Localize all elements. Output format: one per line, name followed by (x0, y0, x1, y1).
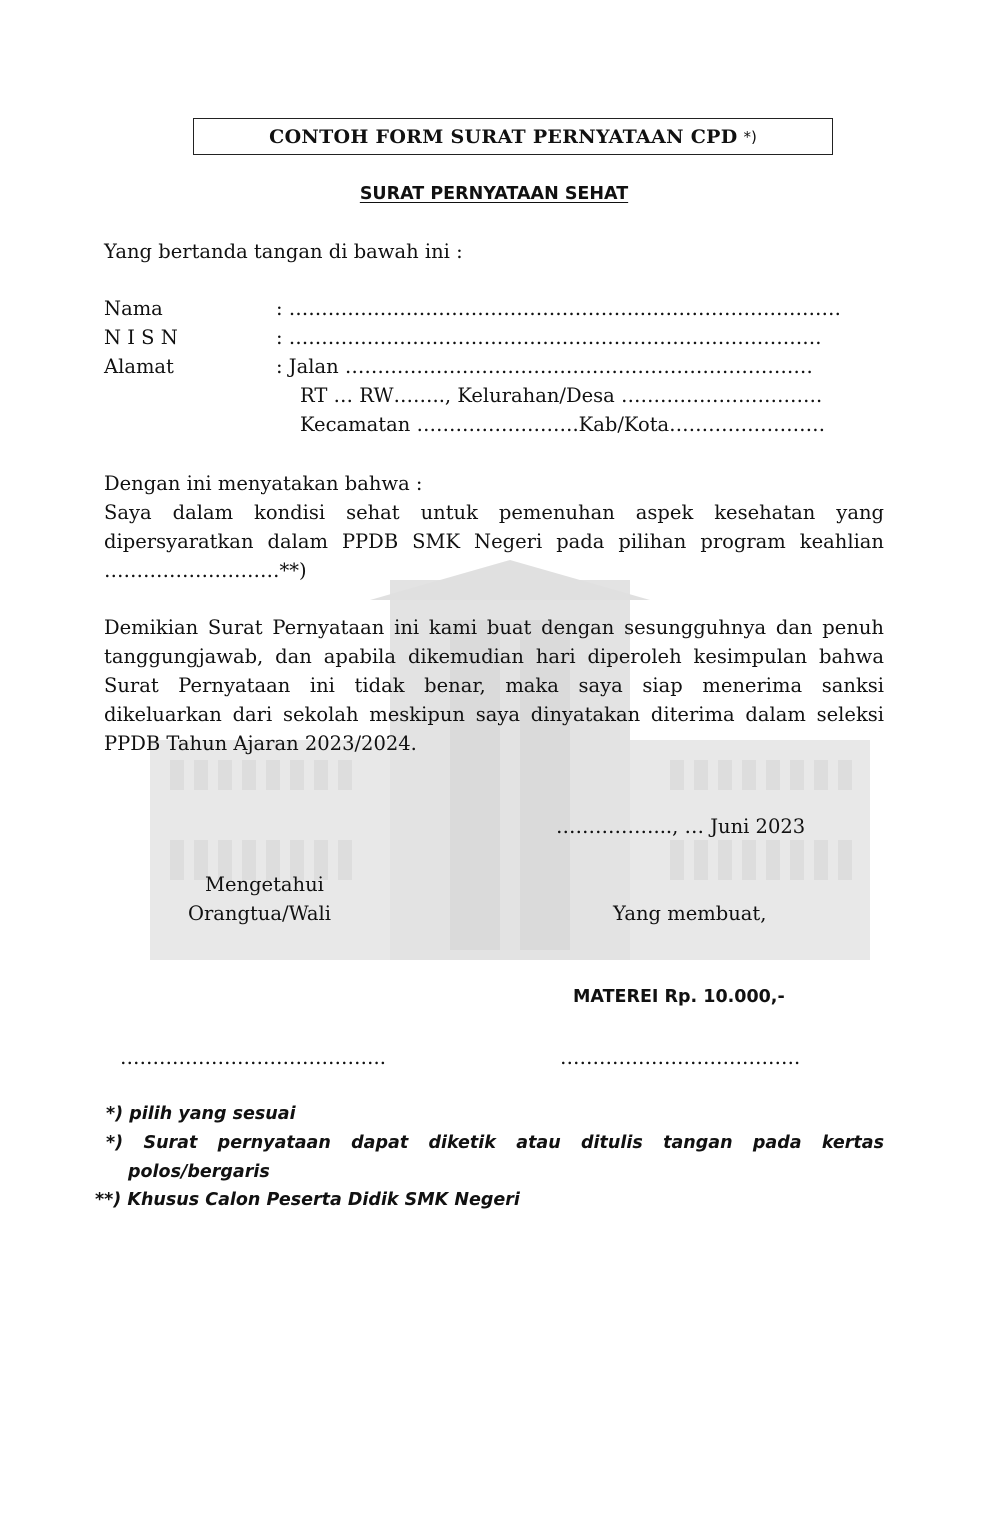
closing-line: tanggungjawab, dan apabila dikemudian hari diperoleh kesimpulan bahwa (104, 645, 884, 668)
closing-paragraph (104, 613, 884, 758)
footnote: *) pilih yang sesuai (106, 1104, 296, 1124)
alamat-field: : Jalan ……………………………………………………………… (276, 355, 813, 378)
nisn-field: : ………………………………………………………………………. (276, 326, 822, 349)
alamat-kecamatan-line: Kecamatan …………………….Kab/Kota…………………… (300, 413, 826, 436)
nama-field: : ……………………………………………….………………………… (276, 297, 841, 320)
alamat-rt-rw-line: RT … RW…….., Kelurahan/Desa …………………………. (300, 384, 823, 407)
nama-label: Nama (104, 297, 163, 320)
signature-left-role: Orangtua/Wali (188, 902, 332, 925)
form-title: CONTOH FORM SURAT PERNYATAAN CPD (269, 125, 738, 148)
form-title-box (193, 118, 833, 155)
form-title-footnote-mark: *) (743, 127, 757, 146)
closing-line: Demikian Surat Pernyataan ini kami buat dengan sesungguhnya dan penuh (104, 616, 884, 639)
statement-paragraph (104, 469, 884, 585)
alamat-label: Alamat (104, 355, 174, 378)
statement-line: dipersyaratkan dalam PPDB SMK Negeri pada pilihan program keahlian (104, 530, 884, 553)
closing-line: dikeluarkan dari sekolah meskipun saya dinyatakan diterima dalam seleksi (104, 703, 884, 726)
footnote-continuation: polos/bergaris (128, 1162, 270, 1182)
intro-text: Yang bertanda tangan di bawah ini : (104, 240, 463, 263)
signature-right-line: ………………………………. (560, 1046, 801, 1069)
signature-right-role: Yang membuat, (613, 902, 767, 925)
footnote: *) Surat pernyataan dapat diketik atau ditulis tangan pada kertas (106, 1133, 884, 1153)
document-heading: SURAT PERNYATAAN SEHAT (359, 184, 629, 204)
date-line: ……………..., … Juni 2023 (556, 815, 806, 838)
statement-line: Saya dalam kondisi sehat untuk pemenuhan aspek kesehatan yang (104, 501, 884, 524)
signature-left-line: ………………………………….. (120, 1046, 386, 1069)
footnote: **) Khusus Calon Peserta Didik SMK Negeri (95, 1190, 520, 1210)
stamp-duty-label: MATEREI Rp. 10.000,- (573, 987, 785, 1007)
closing-line: PPDB Tahun Ajaran 2023/2024. (104, 732, 417, 755)
statement-line: ………………………**) (104, 559, 307, 582)
nisn-label: N I S N (104, 326, 178, 349)
statement-lead: Dengan ini menyatakan bahwa : (104, 472, 423, 495)
signature-left-caption: Mengetahui (205, 873, 324, 896)
closing-line: Surat Pernyataan ini tidak benar, maka saya siap menerima sanksi (104, 674, 884, 697)
